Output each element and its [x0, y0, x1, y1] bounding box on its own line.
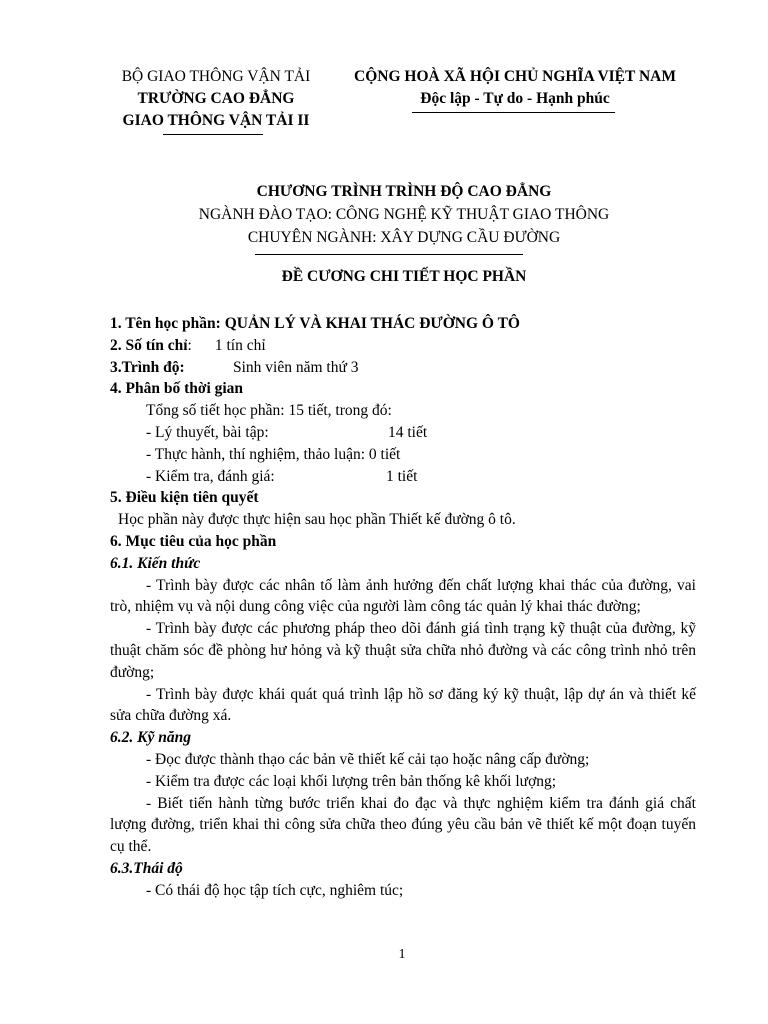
section-6-2-label: 6.2. Kỹ năng	[110, 729, 191, 747]
national-header	[345, 66, 685, 110]
ministry-header	[96, 66, 336, 132]
program-title: CHƯƠNG TRÌNH TRÌNH ĐỘ CAO ĐẲNG	[256, 183, 552, 200]
skill-item-1: - Đọc được thành thạo các bản vẽ thiết kế cải tạo hoặc nâng cấp đường;	[146, 750, 590, 768]
ministry-name: BỘ GIAO THÔNG VẬN TẢI	[121, 68, 311, 85]
hours-assessment	[110, 466, 696, 488]
total-hours: Tổng số tiết học phần: 15 tiết, trong đó:	[146, 402, 392, 420]
credits-value: 1 tín chỉ	[214, 336, 266, 354]
level-value: Sinh viên năm thứ 3	[233, 358, 359, 376]
document-title: ĐỀ CƯƠNG CHI TIẾT HỌC PHẦN	[281, 268, 527, 285]
section-2-colon: :	[187, 336, 192, 354]
section-2-label: 2. Số tín chỉ	[110, 336, 188, 354]
section-6-3-label: 6.3.Thái độ	[110, 859, 183, 877]
national-motto: Độc lập - Tự do - Hạnh phúc	[420, 90, 610, 107]
skill-item-2: - Kiểm tra được các loại khối lượng trên bản thống kê khối lượng;	[146, 772, 557, 790]
hours-theory	[110, 422, 696, 444]
country-name: CỘNG HOÀ XÃ HỘI CHỦ NGHĨA VIỆT NAM	[354, 68, 676, 85]
hours-practice: - Thực hành, thí nghiệm, thảo luận: 0 tiết	[146, 445, 401, 463]
section-3	[110, 357, 696, 379]
attitude-item-1: - Có thái độ học tập tích cực, nghiêm túc;	[146, 881, 404, 899]
section-4-label: 4. Phân bố thời gian	[110, 380, 244, 398]
section-3-label: 3.Trình độ:	[110, 358, 185, 376]
specialty-title: CHUYÊN NGÀNH: XÂY DỰNG CẦU ĐƯỜNG	[247, 229, 561, 246]
section-6-1-label: 6.1. Kiến thức	[110, 554, 201, 572]
program-titles	[96, 180, 712, 249]
hours-assessment-value: 1 tiết	[386, 467, 418, 485]
knowledge-item-2: - Trình bày được các phương pháp theo dõi đánh giá tình trạng kỹ thuật của đường, kỹ thuật chăm sóc đề phòng hư hỏng và kỹ thuật sửa chữa nhỏ đường và các công trình nhỏ trên đường;	[110, 620, 696, 681]
school-name-line1: TRƯỜNG CAO ĐẲNG	[137, 90, 295, 107]
header-left-underline	[163, 134, 263, 135]
hours-theory-value: 14 tiết	[388, 423, 428, 441]
section-1-label: 1. Tên học phần:	[110, 315, 225, 332]
document-body	[110, 313, 696, 902]
header-right-underline	[412, 112, 615, 113]
page-number: 1	[398, 947, 406, 962]
section-5-label: 5. Điều kiện tiên quyết	[110, 489, 259, 507]
course-name: QUẢN LÝ VÀ KHAI THÁC ĐƯỜNG Ô TÔ	[224, 315, 520, 332]
major-title: NGÀNH ĐÀO TẠO: CÔNG NGHỆ KỸ THUẬT GIAO THÔNG	[198, 206, 610, 223]
knowledge-item-1: - Trình bày được các nhân tố làm ảnh hưởng đến chất lượng khai thác của đường, vai trò, nhiệm vụ và nội dung công việc của người làm công tác quản lý khai thác đường;	[110, 576, 696, 616]
hours-assessment-label: - Kiểm tra, đánh giá:	[146, 467, 275, 485]
skill-item-3: - Biết tiến hành từng bước triển khai đo đạc và thực nghiệm kiểm tra đánh giá chất lượng đường, triển khai thi công sửa chữa theo đúng yêu cầu bản vẽ thiết kế một đoạn tuyến cụ thể.	[110, 794, 696, 856]
section-1	[110, 313, 696, 335]
section-2	[110, 335, 696, 357]
school-name-line2: GIAO THÔNG VẬN TẢI II	[122, 112, 310, 129]
section-6-label: 6. Mục tiêu của học phần	[110, 532, 277, 550]
titles-underline	[255, 254, 523, 255]
prerequisite-text: Học phần này được thực hiện sau học phần Thiết kế đường ô tô.	[118, 511, 516, 529]
hours-theory-label: - Lý thuyết, bài tập:	[146, 423, 269, 441]
knowledge-item-3: - Trình bày được khái quát quá trình lập hồ sơ đăng ký kỹ thuật, lập dự án và thiết kế sửa chữa đường xá.	[110, 685, 696, 725]
